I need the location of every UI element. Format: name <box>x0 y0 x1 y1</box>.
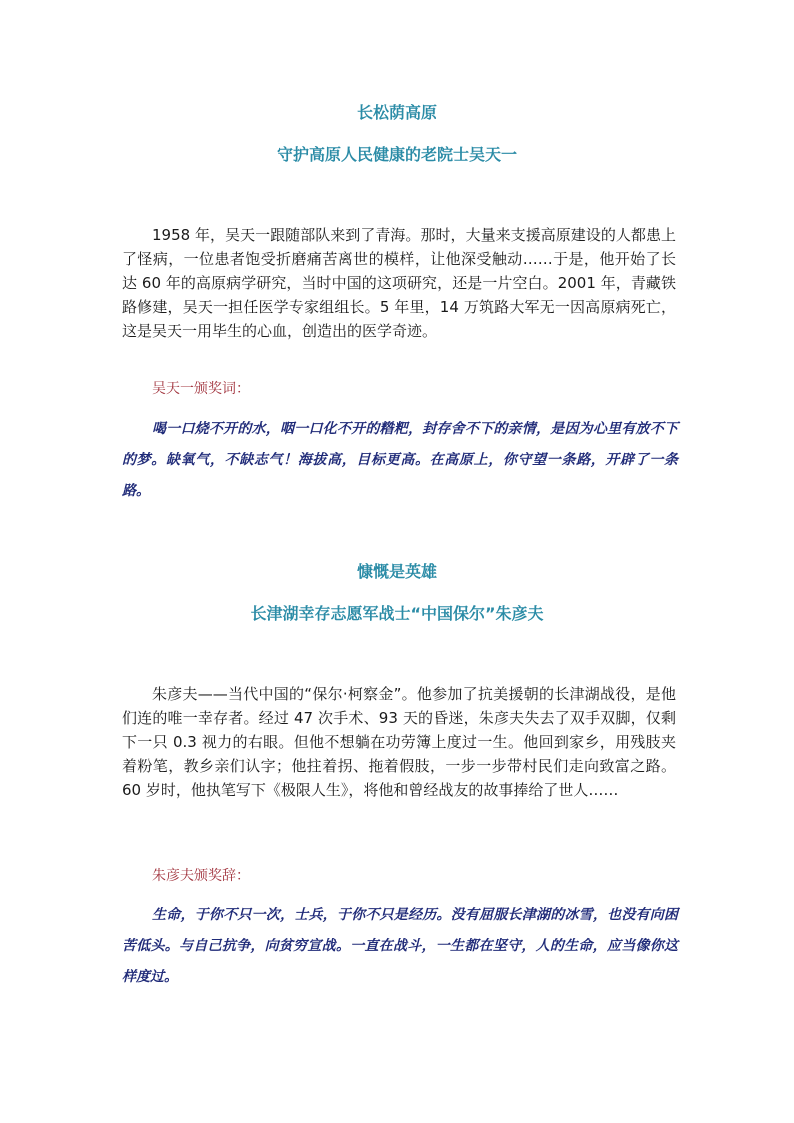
section-1-subtitle: 守护高原人民健康的老院士吴天一 <box>276 145 517 164</box>
section-2-award-text: 生命，于你不只一次，士兵，于你不只是经历。没有屈服长津湖的冰雪，也没有向困苦低头。与自己抗争，向贫穷宣战。一直在战斗，一生都在坚守，人的生命，应当像你这样度过。 <box>122 907 678 985</box>
section-1-award-label: 吴天一颁奖词： <box>152 381 250 397</box>
section-2-subtitle: 长津湖幸存志愿军战士“中国保尔”朱彦夫 <box>250 604 544 623</box>
section-1-award-text: 喝一口烧不开的水，咽一口化不开的糌粑，封存舍不下的亲情，是因为心里有放不下的梦。缺氧气，不缺志气！海拔高，目标更高。在高原上，你守望一条路，开辟了一条路。 <box>122 421 678 499</box>
section-2-body: 朱彦夫——当代中国的“保尔·柯察金”。他参加了抗美援朝的长津湖战役，是他们连的唯一幸存者。经过 47 次手术、93 天的昏迷，朱彦夫失去了双手双脚，仅剩下一只 0.3 视力的右眼。但他不想躺在功劳簿上度过一生。他回到家乡，用残肢夹着粉笔，教乡亲们认字；他拄着拐、拖着假肢，一步一步带村民们走向致富之路。60 岁时，他执笔写下《极限人生》，将他和曾经战友的故事捧给了世人…… <box>122 685 676 799</box>
section-2-title: 慷慨是英雄 <box>356 562 437 581</box>
section-1-title: 长松荫高原 <box>356 103 437 122</box>
section-2-award-label: 朱彦夫颁奖辞： <box>152 868 250 884</box>
section-1-body: 1958 年，吴天一跟随部队来到了青海。那时，大量来支援高原建设的人都患上了怪病，一位患者饱受折磨痛苦离世的模样，让他深受触动……于是，他开始了长达 60 年的高原病学研究，当时中国的这项研究，还是一片空白。2001 年，青藏铁路修建，吴天一担任医学专家组组长。5 年里，14 万筑路大军无一因高原病死亡，这是吴天一用毕生的心血，创造出的医学奇迹。 <box>122 226 676 340</box>
